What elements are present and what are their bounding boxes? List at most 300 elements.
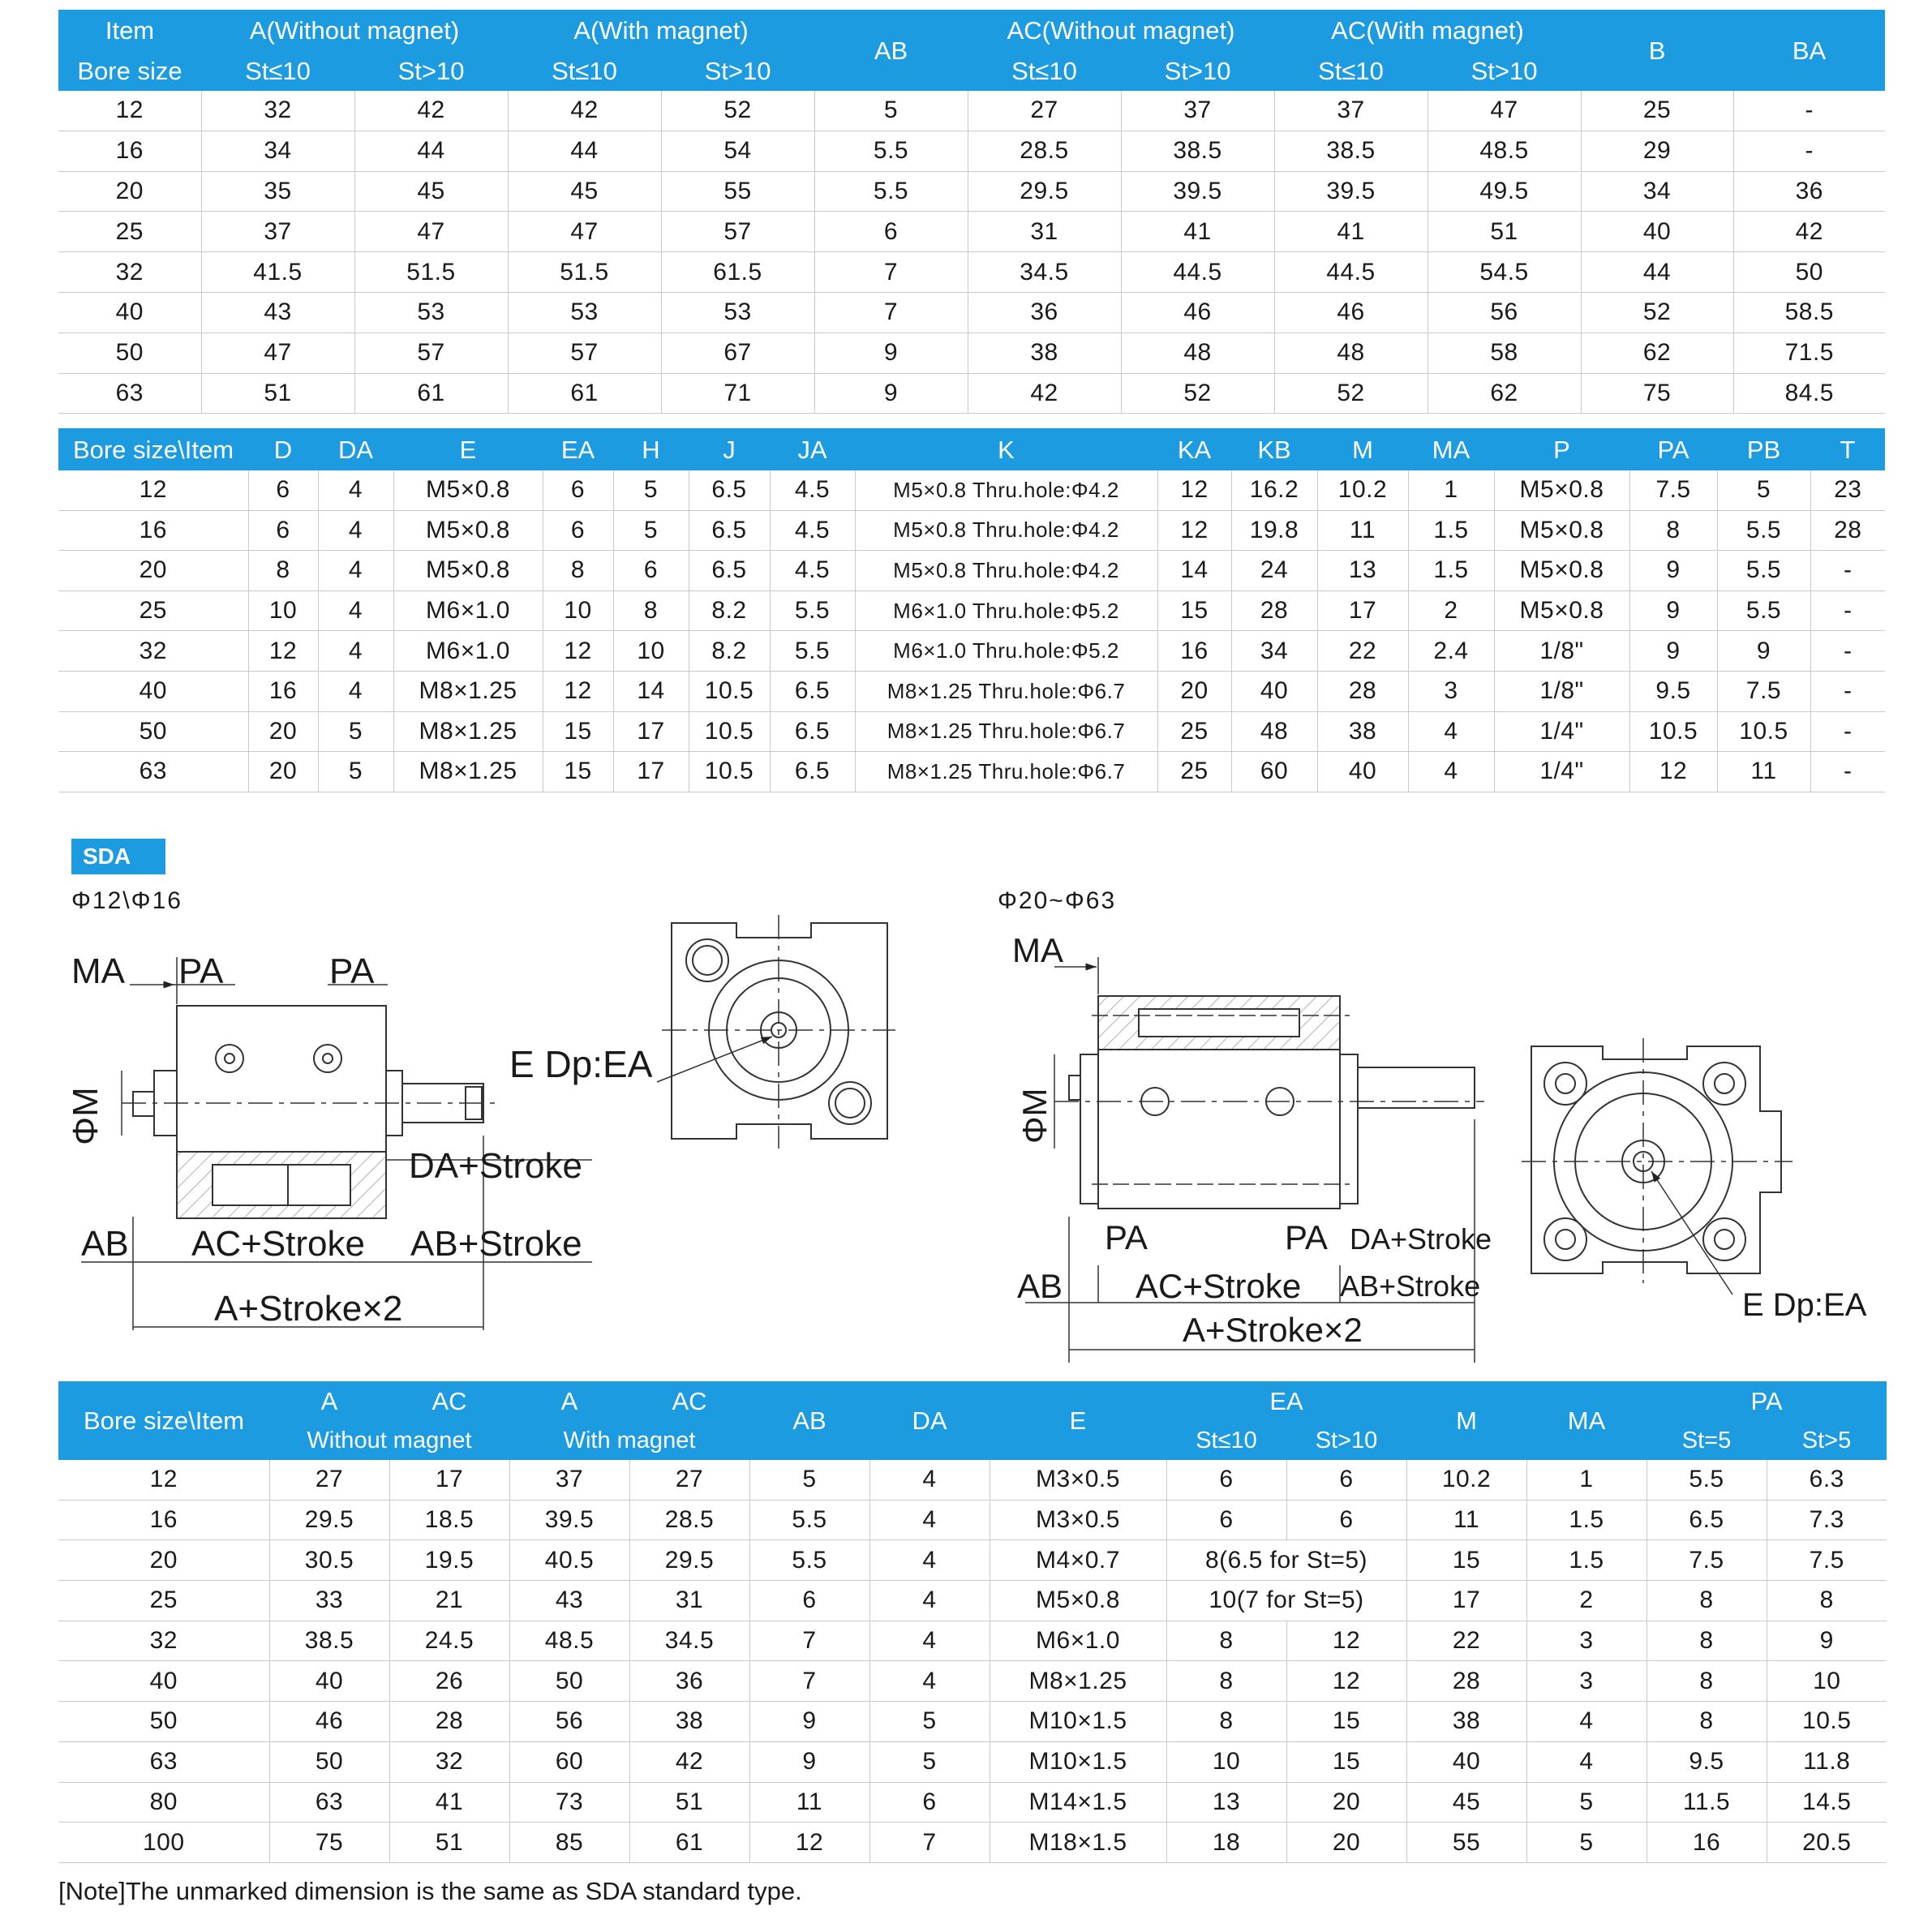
table-cell: 6.5 [689,551,770,591]
table-cell: 9 [1629,631,1717,672]
table-cell: 40 [269,1661,389,1702]
table-cell: 12 [1157,470,1231,510]
table-cell: 4.5 [770,470,855,510]
table-cell: 25 [1157,711,1231,752]
table-cell: 42 [968,373,1121,414]
table-cell: 5.5 [1717,510,1810,551]
table-cell: 3 [1408,671,1494,711]
table-cell: 20 [1157,671,1231,711]
table-cell: 9 [749,1741,869,1782]
table-cell: 1 [1526,1460,1646,1500]
table-cell: 48 [1231,711,1317,752]
table-cell: - [1733,91,1885,131]
label-e-dp-ea: E Dp:EA [1742,1287,1867,1323]
table-cell: 45 [1406,1782,1526,1823]
header-ac-with-magnet: AC(With magnet) [1274,10,1581,50]
table-cell: 41 [1121,212,1274,252]
caption-bore-12-16: Φ12\Φ16 [71,887,182,914]
table-cell: 6.5 [770,711,855,752]
header-cell: JA [770,428,855,470]
table-cell: 25 [58,212,201,252]
table-cell: 50 [1733,252,1885,293]
table-cell: 41 [1274,212,1428,252]
header-cell: KB [1231,428,1317,470]
table-cell: 4.5 [770,551,855,591]
label-ma: MA [1012,931,1063,969]
table-cell: 9.5 [1629,671,1717,711]
table-cell: 15 [543,711,613,752]
table-cell: M5×0.8 [393,470,543,510]
table-cell: 20 [1286,1823,1406,1863]
table-cell: 24.5 [389,1621,509,1661]
table-cell: 5 [613,510,689,551]
table-cell: 7.5 [1629,470,1717,510]
table-cell: 17 [613,711,689,752]
table-cell: M3×0.5 [990,1460,1166,1500]
table-cell: 16 [58,510,248,551]
table-cell: 7 [869,1823,990,1863]
table-cell: 62 [1581,333,1733,373]
table-cell: 2 [1408,590,1494,631]
label-e-dp-ea: E Dp:EA [509,1043,653,1085]
table-cell: 20 [58,551,248,591]
table-cell: 38.5 [269,1621,389,1661]
table-cell: 34.5 [629,1621,749,1661]
label-da-stroke: DA+Stroke [1350,1222,1492,1256]
table-cell: 4 [1408,752,1494,792]
table-cell: M5×0.8 [990,1581,1166,1621]
table-cell: 6 [1166,1500,1286,1540]
table-cell: 73 [509,1782,629,1823]
table-cell: 10 [248,590,318,631]
label-phi-m: ΦM [66,1087,105,1145]
table-cell: 8 [1646,1702,1767,1742]
table-cell: 5 [1717,470,1810,510]
header-bore-size-item: Bore size\Item [58,1381,269,1460]
table-cell: 46 [269,1702,389,1742]
section-label-sda: SDA [71,839,165,874]
table-cell: M6×1.0 [393,590,543,631]
table-cell: 12 [1286,1661,1406,1702]
table-cell: 29.5 [968,171,1121,212]
table-cell: 38 [1317,711,1408,752]
table-cell: 35 [201,171,354,212]
table-cell: 44 [1581,252,1733,293]
table-cell: 34 [1581,171,1733,212]
label-ac-stroke: AC+Stroke [191,1224,365,1264]
table-cell: 37 [1274,91,1428,131]
label-ac-stroke: AC+Stroke [1136,1267,1302,1305]
table-cell: 50 [58,333,201,373]
header-e: E [990,1381,1166,1460]
table-cell: M8×1.25 Thru.hole:Φ6.7 [855,671,1157,711]
table-cell: 32 [201,91,354,131]
table-cell: 55 [1406,1823,1526,1863]
table-cell: 10(7 for St=5) [1166,1581,1406,1621]
table-cell: 40 [1581,212,1733,252]
table-cell: M6×1.0 Thru.hole:Φ5.2 [855,590,1157,631]
table-cell: 1.5 [1526,1500,1646,1540]
table-cell: 29.5 [269,1500,389,1540]
header-cell: E [393,428,543,470]
header-cell: Bore size\Item [58,428,248,470]
table-cell: M8×1.25 [990,1661,1166,1702]
table-cell: 38 [968,333,1121,373]
label-ma: MA [71,951,125,991]
header-cell: P [1494,428,1629,470]
table-cell: 19.5 [389,1540,509,1581]
table-cell: 6 [248,470,318,510]
table-cell: 3 [1526,1621,1646,1661]
header-ab: AB [814,10,968,91]
table-cell: 9 [1629,590,1717,631]
table-cell: 31 [629,1581,749,1621]
table-cell: 28 [1317,671,1408,711]
header-st-le-10: St≤10 [1274,50,1428,91]
table-cell: 12 [543,631,613,672]
header-cell: PA [1629,428,1717,470]
table-row [58,1741,1887,1782]
table-cell: M5×0.8 [393,510,543,551]
table-cell: 25 [58,590,248,631]
table-cell: 58 [1428,333,1581,373]
table-cell: 10.5 [689,671,770,711]
table-cell: 28 [1231,590,1317,631]
table-row [58,1621,1887,1661]
table-cell: 9 [814,333,968,373]
table-cell: 12 [248,631,318,672]
table-cell: 57 [354,333,508,373]
table-cell: 5.5 [770,631,855,672]
table-cell: 28 [1406,1661,1526,1702]
table-row [58,1702,1887,1742]
table-cell: 8 [613,590,689,631]
table-cell: 11.8 [1767,1741,1887,1782]
table-cell: 51 [1428,212,1581,252]
table-cell: 6 [248,510,318,551]
table-cell: 20 [58,171,201,212]
table-cell: M8×1.25 [393,711,543,752]
table-cell: 16 [248,671,318,711]
header-ac: AC [389,1381,509,1421]
table-cell: 4 [869,1621,990,1661]
header-ea: EA [1166,1381,1406,1421]
table-cell: 20.5 [1767,1823,1887,1863]
table-cell: 7 [749,1661,869,1702]
table-cell: 44 [508,131,661,171]
table-cell: - [1810,711,1885,752]
table-cell: 28.5 [968,131,1121,171]
table-cell: 5.5 [814,131,968,171]
table-cell: - [1810,631,1885,672]
table-cell: 4 [318,671,393,711]
table-cell: M10×1.5 [990,1741,1166,1782]
table-cell: 7 [749,1621,869,1661]
end-view-small [657,915,895,1149]
table-cell: 6.5 [770,752,855,792]
table-cell: 4 [869,1540,990,1581]
table-cell: 37 [201,212,354,252]
table-cell: M8×1.25 [393,752,543,792]
table-cell: 34 [1231,631,1317,672]
header-st-le-10: St≤10 [968,50,1121,91]
table-cell: 4 [869,1581,990,1621]
table-cell: 39.5 [1274,171,1428,212]
label-a-stroke-x2: A+Stroke×2 [1183,1311,1363,1349]
table-cell: 7.3 [1767,1500,1887,1540]
table-cell: 10 [1166,1741,1286,1782]
label-pa: PA [1285,1218,1328,1256]
table-cell: 38 [1406,1702,1526,1742]
table-cell: 34.5 [968,252,1121,293]
table-cell: 40 [1406,1741,1526,1782]
table-cell: 80 [58,1782,269,1823]
table-cell: 2.4 [1408,631,1494,672]
table-cell: 1.5 [1408,551,1494,591]
table-cell: 8.2 [689,590,770,631]
header-da: DA [869,1381,990,1460]
table-cell: 18 [1166,1823,1286,1863]
table-cell: 37 [509,1460,629,1500]
table-cell: 8 [248,551,318,591]
table-cell: 62 [1428,373,1581,414]
table-cell: 53 [508,292,661,333]
table-cell: 16 [1157,631,1231,672]
table-cell: M5×0.8 [393,551,543,591]
table-cell: 60 [509,1741,629,1782]
table-cell: 54 [661,131,814,171]
table-cell: M5×0.8 Thru.hole:Φ4.2 [855,470,1157,510]
table-cell: 15 [1406,1540,1526,1581]
table-cell: 8 [1646,1661,1767,1702]
table-cell: 9 [749,1702,869,1742]
table-cell: 53 [354,292,508,333]
table-cell: 8 [1646,1581,1767,1621]
table-cell: 30.5 [269,1540,389,1581]
table-cell: 4 [869,1661,990,1702]
table-cell: 20 [1286,1782,1406,1823]
table-cell: 4.5 [770,510,855,551]
table-cell: 12 [1629,752,1717,792]
table-cell: 5.5 [770,590,855,631]
table-cell: 9 [1717,631,1810,672]
table-cell: 6.3 [1767,1460,1887,1500]
table-cell: - [1810,671,1885,711]
table-cell: 8 [1166,1621,1286,1661]
table-cell: 15 [1286,1702,1406,1742]
table-cell: - [1733,131,1885,171]
table-cell: 12 [1157,510,1231,551]
table-cell: M8×1.25 Thru.hole:Φ6.7 [855,711,1157,752]
table-cell: - [1810,551,1885,591]
table-cell: 20 [58,1540,269,1581]
table-cell: 8(6.5 for St=5) [1166,1540,1406,1581]
header-b: B [1581,10,1733,91]
table-row [58,1782,1887,1823]
header-cell: K [855,428,1157,470]
table-cell: 63 [58,752,248,792]
table-cell: 61.5 [661,252,814,293]
table-cell: 46 [1274,292,1428,333]
label-da-stroke: DA+Stroke [409,1146,582,1186]
table-cell: 36 [1733,171,1885,212]
header-st-gt-10: St>10 [1121,50,1274,91]
header-item: Item [58,10,201,50]
table-cell: 25 [58,1581,269,1621]
table-cell: 4 [318,631,393,672]
table-cell: 1.5 [1526,1540,1646,1581]
table-cell: 20 [248,752,318,792]
header-st-gt-10: St>10 [1428,50,1581,91]
table-cell: 28.5 [629,1500,749,1540]
table-cell: 51 [389,1823,509,1863]
table-cell: 10.5 [1629,711,1717,752]
table-cell: 22 [1317,631,1408,672]
table-cell: 17 [389,1460,509,1500]
header-without-magnet: Without magnet [269,1421,509,1460]
table-cell: - [1810,590,1885,631]
table-cell: 40 [58,1661,269,1702]
table-cell: 60 [1231,752,1317,792]
table-cell: - [1810,752,1885,792]
header-a: A [269,1381,389,1421]
table-cell: 63 [58,1741,269,1782]
table-cell: 61 [629,1823,749,1863]
header-cell: J [689,428,770,470]
table-cell: 39.5 [509,1500,629,1540]
table-cell: 56 [1428,292,1581,333]
table-cell: 52 [1581,292,1733,333]
header-cell: MA [1408,428,1494,470]
table-cell: 17 [1406,1581,1526,1621]
header-st-gt-10: St>10 [661,50,814,91]
table-cell: 31 [968,212,1121,252]
header-a: A [509,1381,629,1421]
table-cell: 38.5 [1274,131,1428,171]
table-cell: M5×0.8 [1494,551,1629,591]
table-cell: 5 [613,470,689,510]
table-cell: 28 [389,1702,509,1742]
table-row [58,1500,1887,1540]
header-pa: PA [1646,1381,1887,1421]
table-cell: 51 [629,1782,749,1823]
table-cell: 16 [58,1500,269,1540]
end-view-large [1522,1038,1792,1295]
table-cell: 10 [543,590,613,631]
table-cell: 5.5 [1717,590,1810,631]
table-cell: M5×0.8 Thru.hole:Φ4.2 [855,510,1157,551]
table-cell: 8 [1767,1581,1887,1621]
table-cell: 6 [1166,1460,1286,1500]
table-cell: 28 [1810,510,1885,551]
table-cell: 50 [509,1661,629,1702]
table-cell: 50 [269,1741,389,1782]
table-cell: M14×1.5 [990,1782,1166,1823]
table-cell: 10.5 [689,711,770,752]
table-cell: 45 [508,171,661,212]
table-cell: 11 [1317,510,1408,551]
table-cell: 42 [354,91,508,131]
table-cell: 43 [509,1581,629,1621]
table-cell: 32 [58,631,248,672]
table-cell: 75 [1581,373,1733,414]
table-cell: 42 [508,91,661,131]
table-cell: 9.5 [1646,1741,1767,1782]
caption-bore-20-63: Φ20~Φ63 [998,887,1117,914]
table-cell: 2 [1526,1581,1646,1621]
table-cell: 15 [1286,1741,1406,1782]
table-cell: 7.5 [1717,671,1810,711]
table-cell: 5.5 [814,171,968,212]
table-cell: 48.5 [1428,131,1581,171]
table-cell: 6 [814,212,968,252]
table-cell: M5×0.8 [1494,470,1629,510]
table-cell: 67 [661,333,814,373]
table-cell: 71 [661,373,814,414]
table-cell: 11.5 [1646,1782,1767,1823]
table-cell: 6.5 [1646,1500,1767,1540]
table-cell: 46 [1121,292,1274,333]
header-cell: EA [543,428,613,470]
table-cell: 11 [1717,752,1810,792]
table-cell: 47 [201,333,354,373]
header-cell: H [613,428,689,470]
table-cell: 41.5 [201,252,354,293]
table-cell: 34 [201,131,354,171]
table-cell: 44 [354,131,508,171]
label-ab-stroke: AB+Stroke [1340,1269,1481,1303]
table-cell: 1/8" [1494,671,1629,711]
table-cell: 84.5 [1733,373,1885,414]
table-cell: 63 [58,373,201,414]
table-cell: 9 [1629,551,1717,591]
header-st-le-10: St≤10 [508,50,661,91]
table-cell: 4 [318,551,393,591]
table-cell: 14.5 [1767,1782,1887,1823]
table-cell: 7.5 [1646,1540,1767,1581]
table-cell: 29 [1581,131,1733,171]
table-cell: 38 [629,1702,749,1742]
table-cell: 8 [543,551,613,591]
table-cell: 63 [269,1782,389,1823]
header-cell: DA [318,428,393,470]
table-cell: 22 [1406,1621,1526,1661]
header-m: M [1406,1381,1526,1460]
label-pa: PA [329,951,375,991]
table-cell: 75 [269,1823,389,1863]
table-cell: 13 [1317,551,1408,591]
table-cell: 14 [613,671,689,711]
table-cell: 3 [1526,1661,1646,1702]
table-cell: 4 [1408,711,1494,752]
table-cell: 54.5 [1428,252,1581,293]
table-cell: 71.5 [1733,333,1885,373]
table-cell: 5 [814,91,968,131]
table-cell: 38.5 [1121,131,1274,171]
table-cell: 49.5 [1428,171,1581,212]
table-cell: 48 [1274,333,1428,373]
table-cell: 10.5 [1767,1702,1887,1742]
table-cell: 48.5 [509,1621,629,1661]
table-cell: 23 [1810,470,1885,510]
label-pa: PA [1105,1218,1148,1256]
table-cell: 6.5 [689,510,770,551]
table-cell: 57 [508,333,661,373]
table-cell: 9 [1767,1621,1887,1661]
header-cell: KA [1157,428,1231,470]
table-cell: 16 [1646,1823,1767,1863]
table-cell: 41 [389,1782,509,1823]
